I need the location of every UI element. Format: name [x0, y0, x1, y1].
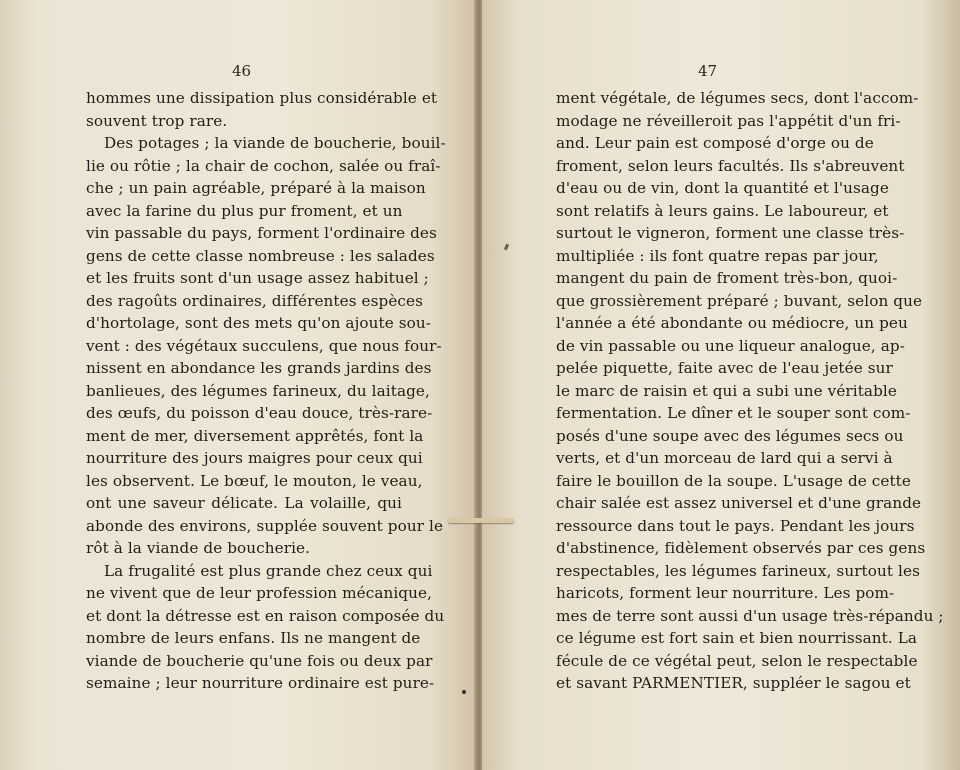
text-line: surtout le vigneron, forment une classe très-: [556, 224, 905, 242]
text-line: et les fruits sont d'un usage assez habituel ;: [86, 269, 429, 287]
text-line: pelée piquette, faite avec de l'eau jetée sur: [556, 359, 893, 377]
text-line: d'abstinence, fidèlement observés par ces gens: [556, 539, 926, 557]
text-line: des œufs, du poisson d'eau douce, très-rare-: [86, 404, 433, 422]
text-line: mangent du pain de froment très-bon, quoi-: [556, 269, 898, 287]
text-line: mes de terre sont aussi d'un usage très-répandu ;: [556, 606, 944, 625]
text-line: et dont la détresse est en raison composée du: [86, 606, 445, 625]
left-page: [0, 0, 478, 770]
right-page-number: 47: [698, 62, 718, 80]
binding-thread: [448, 518, 514, 523]
text-line: modage ne réveilleroit pas l'appétit d'un fri-: [556, 111, 901, 130]
text-line: lie ou rôtie ; la chair de cochon, salée ou fraî-: [86, 156, 441, 175]
text-line: et savant PARMENTIER, suppléer le sagou et: [556, 674, 911, 692]
text-line: faire le bouillon de la soupe. L'usage de cette: [556, 471, 911, 490]
left-page-number: 46: [232, 62, 252, 80]
text-line: de vin passable ou une liqueur analogue, ap-: [556, 336, 905, 355]
text-line: ressource dans tout le pays. Pendant les jours: [556, 516, 915, 535]
text-line: des ragoûts ordinaires, différentes espèces: [86, 291, 424, 310]
text-line: ce légume est fort sain et bien nourrissant. La: [556, 629, 918, 647]
text-line: Des potages ; la viande de boucherie, bouil-: [104, 134, 446, 152]
text-line: chair salée est assez universel et d'une grande: [556, 494, 922, 512]
text-line: respectables, les légumes farineux, surtout les: [556, 561, 920, 580]
text-line: rôt à la viande de boucherie.: [86, 539, 311, 557]
text-line: fermentation. Le dîner et le souper sont com-: [556, 404, 911, 422]
text-line: La frugalité est plus grande chez ceux qui: [104, 561, 433, 580]
text-line: le marc de raisin et qui a subi une véritable: [556, 381, 897, 400]
text-line: nourriture des jours maigres pour ceux qui: [86, 449, 423, 467]
text-line: ont une saveur délicate. La volaille, qui: [86, 494, 402, 512]
text-line: che ; un pain agréable, préparé à la maison: [86, 179, 426, 197]
paper-spot: [462, 690, 466, 694]
text-line: souvent trop rare.: [86, 111, 228, 130]
right-page: [482, 0, 960, 770]
text-line: verts, et d'un morceau de lard qui a servi à: [556, 449, 893, 467]
text-line: banlieues, des légumes farineux, du laitage,: [86, 381, 430, 400]
text-line: and. Leur pain est composé d'orge ou de: [556, 134, 874, 152]
text-line: multipliée : ils font quatre repas par jour,: [556, 246, 879, 265]
text-line: fécule de ce végétal peut, selon le respectable: [556, 651, 918, 670]
text-line: les observent. Le bœuf, le mouton, le veau,: [86, 471, 423, 490]
text-line: ne vivent que de leur profession mécanique,: [86, 584, 433, 602]
text-line: ment de mer, diversement apprêtés, font la: [86, 426, 424, 445]
text-line: viande de boucherie qu'une fois ou deux par: [86, 651, 433, 670]
text-line: que grossièrement préparé ; buvant, selon que: [556, 291, 923, 310]
text-line: avec la farine du plus pur froment, et un: [86, 201, 403, 220]
text-line: semaine ; leur nourriture ordinaire est pure-: [86, 674, 435, 692]
text-line: posés d'une soupe avec des légumes secs ou: [556, 426, 904, 445]
text-line: vent : des végétaux succulens, que nous four-: [86, 336, 442, 355]
right-page-text: [556, 87, 944, 695]
text-line: d'eau ou de vin, dont la quantité et l'usage: [556, 179, 889, 197]
text-line: haricots, forment leur nourriture. Les pom-: [556, 584, 895, 602]
text-line: gens de cette classe nombreuse : les salades: [86, 246, 435, 265]
text-line: sont relatifs à leurs gains. Le laboureur, et: [556, 201, 889, 220]
text-line: vin passable du pays, forment l'ordinaire des: [86, 224, 437, 242]
text-line: froment, selon leurs facultés. Ils s'abreuvent: [556, 156, 905, 175]
left-page-text: [86, 87, 446, 695]
text-line: abonde des environs, supplée souvent pour le: [86, 516, 444, 535]
text-line: nissent en abondance les grands jardins des: [86, 359, 432, 377]
text-line: l'année a été abondante ou médiocre, un peu: [556, 314, 908, 332]
text-line: ment végétale, de légumes secs, dont l'accom-: [556, 89, 919, 107]
text-line: nombre de leurs enfans. Ils ne mangent de: [86, 629, 421, 647]
text-line: hommes une dissipation plus considérable et: [86, 89, 438, 107]
text-line: d'hortolage, sont des mets qu'on ajoute sou-: [86, 314, 431, 332]
